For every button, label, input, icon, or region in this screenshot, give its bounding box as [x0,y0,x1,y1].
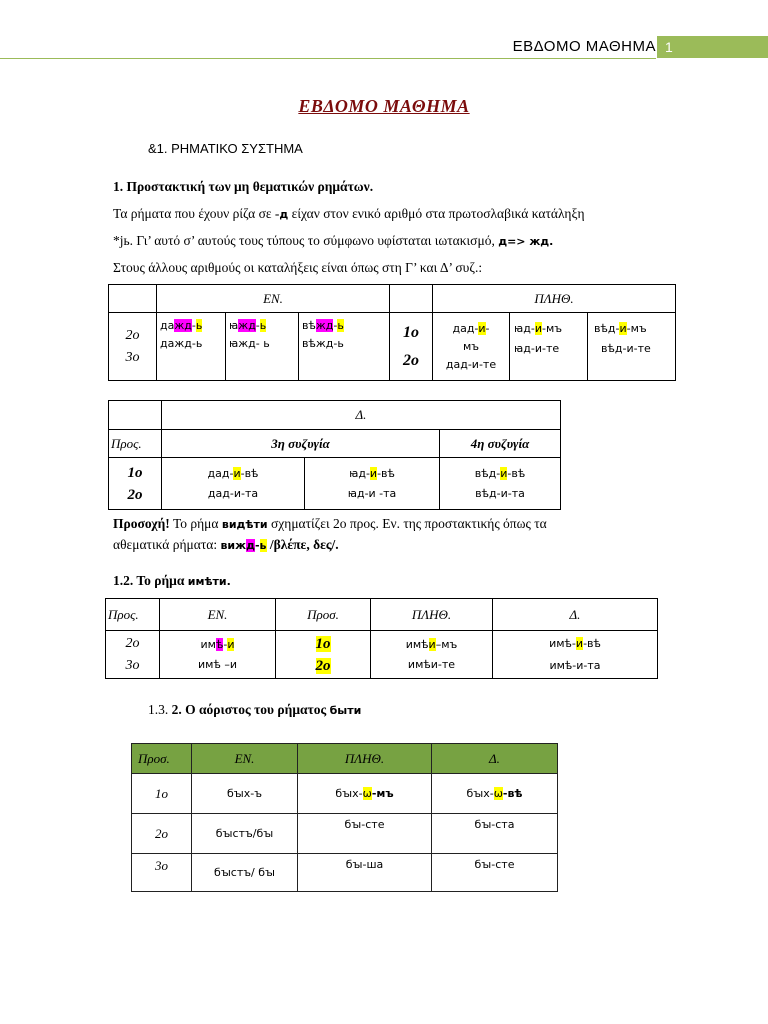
t4-head-pros: Προσ. [132,744,192,774]
conj4-header: 4η συζυγία [440,430,561,458]
dual-ved: вѣд-и-вѣ вѣд-и-та [440,458,561,510]
t4-r3-sg: бꙑстъ/ бꙑ [192,854,298,892]
t4-r3-dual: бꙑ-сте [432,854,558,892]
t4-head-dual: Δ. [432,744,558,774]
t4-r2-pl: бꙑ-сте [298,814,432,854]
t3-dual: Δ. [493,599,658,631]
t3-persons-sg: 2ο 3ο [106,631,160,679]
t3-pros2: Προσ. [276,599,371,631]
t4-r1-sg: бꙑх-ъ [192,774,298,814]
t3-persons-pl: 1ο 2ο [276,631,371,679]
t4-r2-person: 2ο [132,814,192,854]
t3-form-sg: имѣ-и имѣ –и [160,631,276,679]
t4-r3-person: 3ο [132,854,192,892]
t4-r1-dual: бꙑх-ѡ-вѣ [432,774,558,814]
col-plural: ΠΛΗΘ. [433,285,676,313]
dual-dad: дад-и-вѣ дад-и-та [162,458,305,510]
note-paragraph: Προσοχή! Το ρήμα видѣти σχηματίζει 2ο προς. Εν. της προστακτικής όπως τα [113,516,547,531]
person-label: Προς. [109,430,162,458]
t4-r2-dual: бꙑ-ста [432,814,558,854]
t3-pros: Προς. [106,599,160,631]
lesson-title: ΕΒΔΟΜΟ ΜΑΘΗΜΑ [298,96,470,116]
s1-paragraph-3: Στους άλλους αριθμούς οι καταλήξεις είναι όπως στη Γ’ και Δ’ συζ.: [113,260,483,275]
running-header-title: ΕΒΔΟΜΟ ΜΑΘΗΜΑ [512,38,656,55]
persons-pl: 1ο 2ο [390,313,433,381]
t4-head-pl: ΠΛΗΘ. [298,744,432,774]
t3-form-dual: имѣ-и-вѣ имѣ-и-та [493,631,658,679]
t4-r1-pl: бꙑх-ѡ-мъ [298,774,432,814]
form-jad: ꙗжд-ь ꙗжд- ь [226,313,299,381]
table-aorist [131,743,558,892]
form-dad: дажд-ь дажд-ь [157,313,226,381]
t4-r1-person: 1ο [132,774,192,814]
t3-singular: ΕΝ. [160,599,276,631]
dual-persons: 1ο 2ο [109,458,162,510]
s1-paragraph-1: Τα ρήματα που έχουν ρίζα σε -д είχαν στον ενικό αριθμό στα πρωτοσλαβικά κατάληξη [113,206,585,221]
s12-heading: 1.2. Το ρήμα имѣти. [113,573,231,588]
t3-plural: ΠΛΗΘ. [371,599,493,631]
form-ved: вѣжд-ь вѣжд-ь [299,313,390,381]
s1-heading: 1. Προστακτική των μη θεματικών ρημάτων. [113,179,374,194]
persons-sg: 2ο 3ο [109,313,157,381]
t4-head-sg: ΕΝ. [192,744,298,774]
table-imperative-stems [108,284,676,381]
page-number: 1 [657,36,768,58]
form-jad-pl: ꙗд-и-мъ ꙗд-и-те [510,313,588,381]
t4-r3-pl: бꙑ-ша [298,854,432,892]
table-dual [108,400,561,510]
table-imeti [105,598,658,679]
s13-heading: 1.3. 2. Ο αόριστος του ρήματος быти [148,702,362,717]
note-paragraph-2: αθεματικά ρήματα: вижд-ь /βλέπε, δες/. [113,537,339,552]
header-rule [0,58,656,59]
section-heading: &1. ΡΗΜΑΤΙΚΟ ΣΥΣΤΗΜΑ [148,141,303,156]
s1-paragraph-2: *jь. Γι’ αυτό σ’ αυτούς τους τύπους το σύμφωνο υφίσταται ιωτακισμό, д=> жд. [113,233,554,248]
dual-jad: ꙗд-и-вѣ ꙗд-и -та [305,458,440,510]
form-ved-pl: вѣд-и-мъ вѣд-и-те [588,313,676,381]
t3-form-pl: имѣи–мъ имѣи-те [371,631,493,679]
form-dad-pl: дад-и- мъ дад-и-те [433,313,510,381]
dual-header: Δ. [162,401,561,430]
t4-r2-sg: бꙑстъ/бꙑ [192,814,298,854]
conj3-header: 3η συζυγία [162,430,440,458]
col-singular: ΕΝ. [157,285,390,313]
